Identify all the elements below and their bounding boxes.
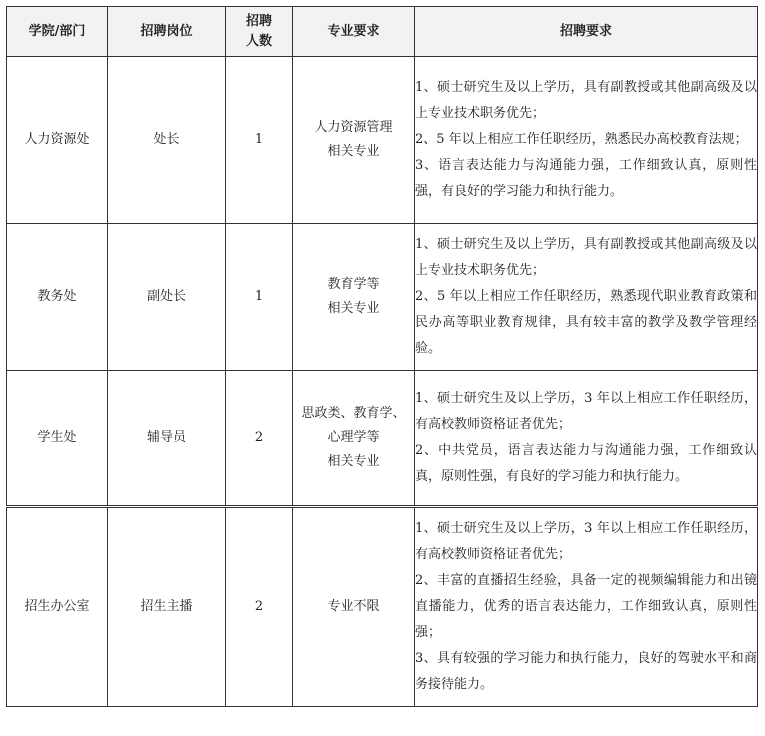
table-row [7, 371, 758, 507]
header-requirements: 招聘要求 [415, 7, 758, 57]
major-line: 人力资源管理 [314, 120, 393, 135]
requirements-cell [415, 57, 758, 224]
major-cell [293, 224, 415, 371]
major-line: 相关专业 [327, 454, 380, 469]
major-cell [293, 507, 415, 707]
header-count-line2: 人数 [245, 33, 272, 49]
requirement-item: 2、中共党员，语言表达能力与沟通能力强，工作细致认真，原则性强，有良好的学习能力和执行能力。 [415, 443, 757, 484]
recruitment-table [6, 6, 758, 707]
requirement-item: 1、硕士研究生及以上学历，具有副教授或其他副高级及以上专业技术职务优先； [415, 80, 757, 121]
requirements-cell [415, 224, 758, 371]
major-line: 教育学等 [327, 277, 380, 292]
dept-cell: 人力资源处 [7, 57, 108, 224]
major-line: 专业不限 [327, 599, 380, 614]
count-cell: 2 [226, 371, 293, 507]
dept-cell: 学生处 [7, 371, 108, 507]
requirement-item: 2、5 年以上相应工作任职经历，熟悉民办高校教育法规； [415, 132, 748, 147]
count-cell: 1 [226, 224, 293, 371]
header-count [226, 7, 293, 57]
requirement-item: 3、具有较强的学习能力和执行能力，良好的驾驶水平和商务接待能力。 [415, 651, 757, 692]
requirement-item: 1、硕士研究生及以上学历，具有副教授或其他副高级及以上专业技术职务优先； [415, 237, 757, 278]
count-cell: 1 [226, 57, 293, 224]
position-cell: 招生主播 [108, 507, 226, 707]
requirement-item: 2、5 年以上相应工作任职经历，熟悉现代职业教育政策和民办高等职业教育规律，具有较丰富的教学及教学管理经验。 [415, 289, 757, 356]
dept-cell: 招生办公室 [7, 507, 108, 707]
major-line: 思政类、教育学、 [301, 406, 406, 421]
major-line: 相关专业 [327, 301, 380, 316]
position-cell: 副处长 [108, 224, 226, 371]
table-row [7, 507, 758, 707]
requirement-item: 2、丰富的直播招生经验，具备一定的视频编辑能力和出镜直播能力，优秀的语言表达能力，工作细致认真，原则性强； [415, 573, 757, 640]
requirement-item: 1、硕士研究生及以上学历，3 年以上相应工作任职经历，有高校教师资格证者优先； [415, 521, 757, 562]
requirements-cell [415, 371, 758, 507]
major-cell [293, 57, 415, 224]
header-position: 招聘岗位 [108, 7, 226, 57]
table-row [7, 57, 758, 224]
requirement-item: 3、语言表达能力与沟通能力强，工作细致认真，原则性强，有良好的学习能力和执行能力。 [415, 158, 757, 199]
count-cell: 2 [226, 507, 293, 707]
major-line: 相关专业 [327, 144, 380, 159]
requirement-item: 1、硕士研究生及以上学历，3 年以上相应工作任职经历，有高校教师资格证者优先； [415, 391, 757, 432]
header-row [7, 7, 758, 57]
position-cell: 处长 [108, 57, 226, 224]
dept-cell: 教务处 [7, 224, 108, 371]
major-line: 心理学等 [327, 430, 380, 445]
position-cell: 辅导员 [108, 371, 226, 507]
header-dept: 学院/部门 [7, 7, 108, 57]
requirements-cell [415, 507, 758, 707]
header-major: 专业要求 [293, 7, 415, 57]
header-count-line1: 招聘 [245, 13, 272, 29]
major-cell [293, 371, 415, 507]
table-row [7, 224, 758, 371]
